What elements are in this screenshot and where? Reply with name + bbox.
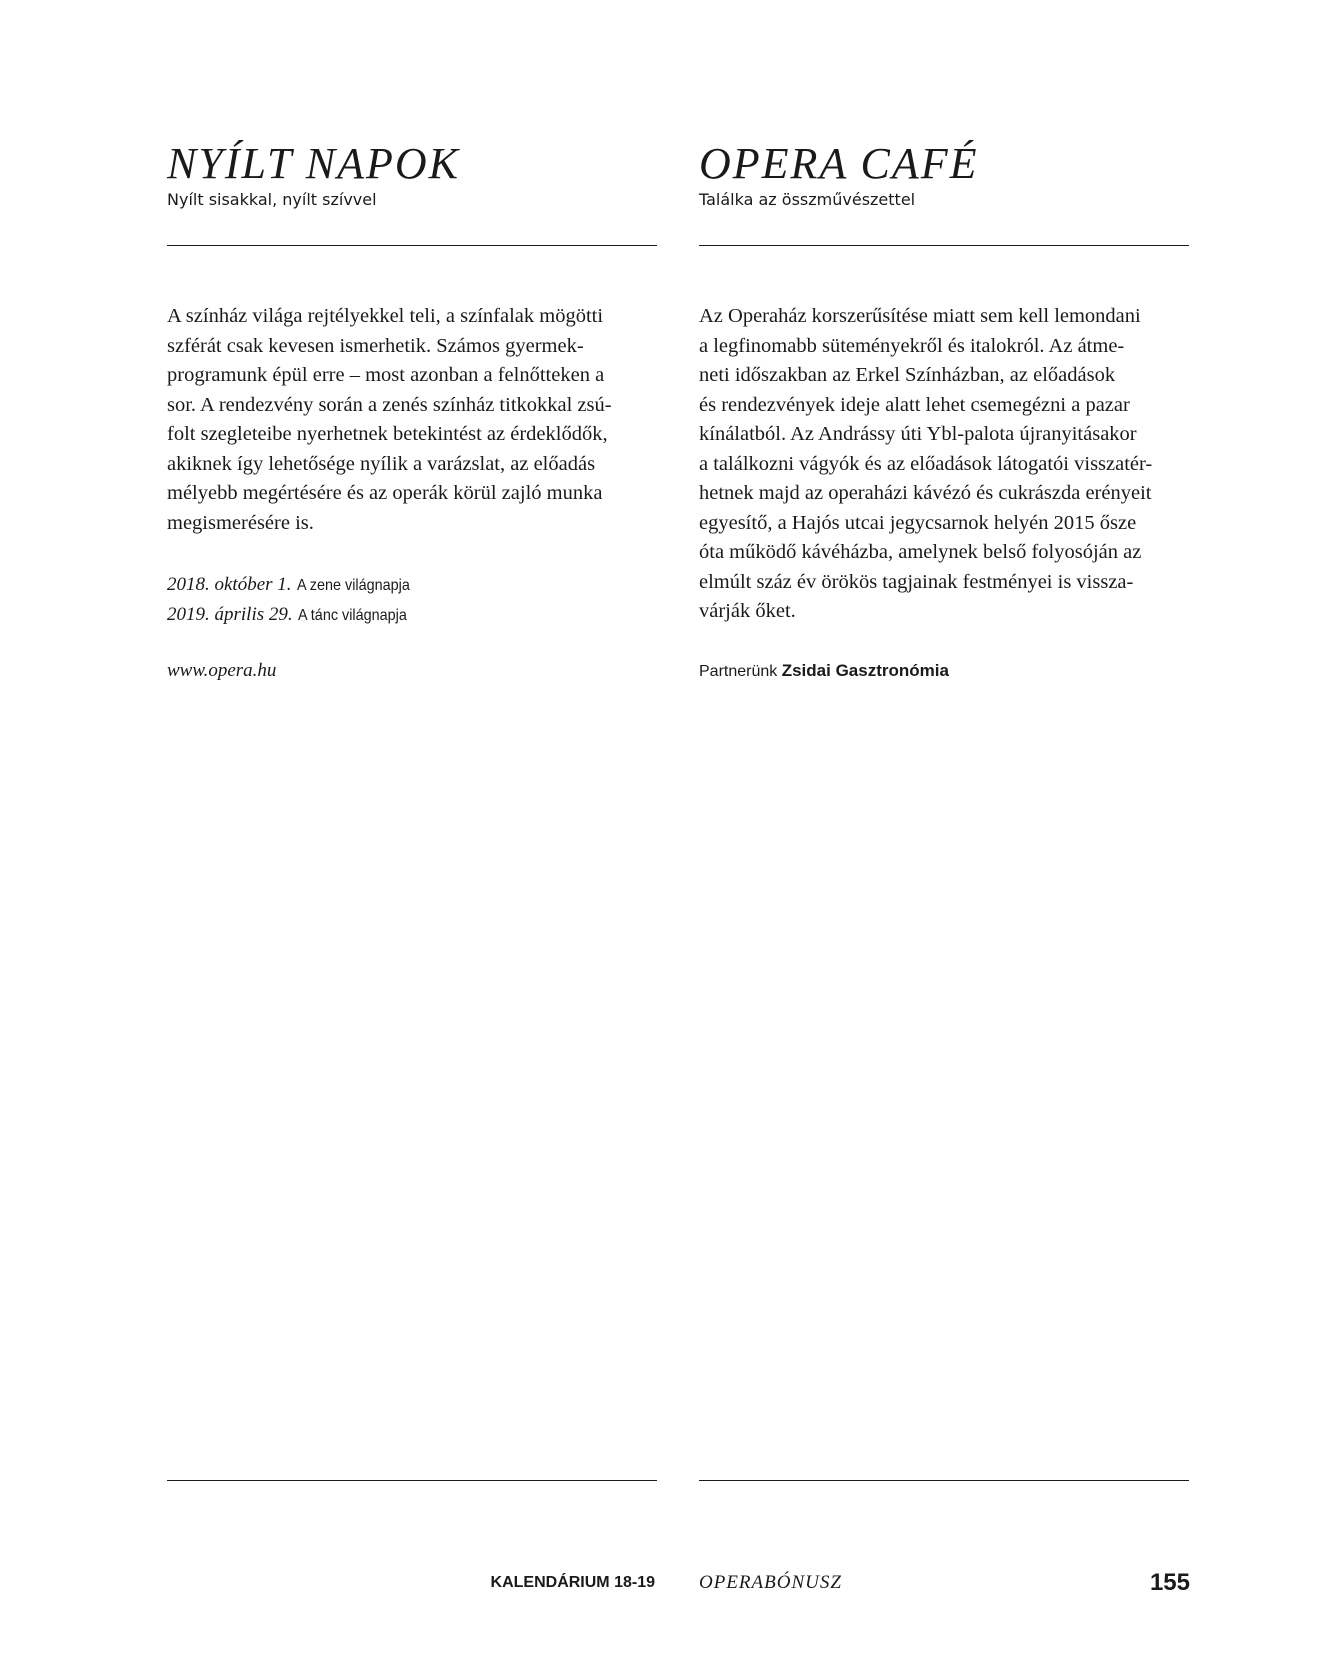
left-bottom-rule xyxy=(167,1480,657,1481)
right-body-line: kínálatból. Az Andrássy úti Ybl-palota újranyitásakor xyxy=(699,423,1137,445)
right-body-line: elmúlt száz év örökös tagjainak festményei is vissza- xyxy=(699,570,1134,593)
event-name: A tánc világnapja xyxy=(297,607,407,624)
left-body-line: folt szegleteibe nyerhetnek betekintést az érdeklődők, xyxy=(167,423,608,445)
partner-credit xyxy=(699,656,949,687)
right-body-line: és rendezvények ideje alatt lehet csemegézni a pazar xyxy=(699,393,1130,416)
right-body-line: várják őket. xyxy=(699,600,796,622)
left-body-line: sor. A rendezvény során a zenés színház titkokkal zsú- xyxy=(167,393,612,416)
right-body-line: egyesítő, a Hajós utcai jegycsarnok helyén 2015 ősze xyxy=(699,511,1137,534)
right-top-rule xyxy=(699,245,1189,246)
right-body-line: a legfinomabb süteményekről és italokról. Az átme- xyxy=(699,334,1125,357)
website-link[interactable]: www.opera.hu xyxy=(167,660,277,681)
event-date: 2019. április 29. xyxy=(167,604,293,625)
event-date-row xyxy=(167,600,422,630)
page-number: 155 xyxy=(1149,1569,1190,1596)
left-body-line: megismerésére is. xyxy=(167,511,314,534)
right-body-line: a találkozni vágyók és az előadások látogatói visszatér- xyxy=(699,452,1153,475)
left-body-line: akiknek így lehetősége nyílik a varázslat, az előadás xyxy=(167,452,596,475)
left-body-line: programunk épül erre – most azonban a felnőtteken a xyxy=(167,364,605,386)
event-date-row xyxy=(167,570,422,600)
left-body-line: szférát csak kevesen ismerhetik. Számos gyermek- xyxy=(167,334,584,357)
right-body-line: neti időszakban az Erkel Színházban, az előadások xyxy=(699,364,1116,386)
partner-label: Partnerünk xyxy=(699,663,778,680)
right-subtitle: Találka az összművészettel xyxy=(699,190,916,209)
right-body-line: hetnek majd az operaházi kávézó és cukrászda erényeit xyxy=(699,482,1152,504)
left-body xyxy=(167,302,657,538)
right-bottom-rule xyxy=(699,1480,1189,1481)
left-body-line: A színház világa rejtélyekkel teli, a színfalak mögötti xyxy=(167,305,604,327)
right-body xyxy=(699,302,1189,627)
footer-series: KALENDÁRIUM 18-19 xyxy=(490,1574,655,1591)
left-top-rule xyxy=(167,245,657,246)
event-date: 2018. október 1. xyxy=(167,574,292,595)
footer-section: OPERABÓNUSZ xyxy=(699,1572,842,1593)
event-name: A zene világnapja xyxy=(296,577,410,594)
right-body-line: Az Operaház korszerűsítése miatt sem kell lemondani xyxy=(699,305,1141,327)
event-dates xyxy=(167,570,422,630)
partner-name: Zsidai Gasztronómia xyxy=(781,661,949,680)
left-body-line: mélyebb megértésére és az operák körül zajló munka xyxy=(167,482,603,504)
right-title: OPERA CAFÉ xyxy=(699,139,979,188)
right-body-line: óta működő kávéházba, amelynek belső folyosóján az xyxy=(699,541,1142,563)
left-subtitle: Nyílt sisakkal, nyílt szívvel xyxy=(167,190,377,209)
left-title: NYÍLT NAPOK xyxy=(167,139,460,188)
